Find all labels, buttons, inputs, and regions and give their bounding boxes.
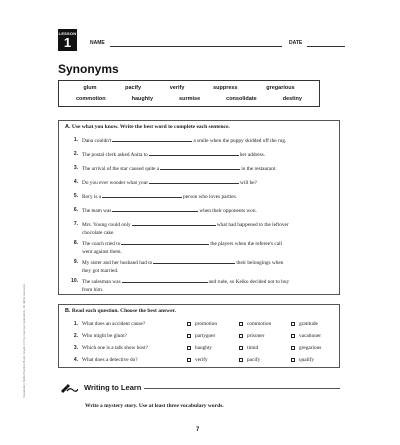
answer-blank[interactable]: [153, 259, 235, 264]
word-bank-word: verify: [169, 85, 185, 91]
word-bank-row-1: [59, 85, 319, 91]
answer-option[interactable]: gratitude: [291, 321, 318, 327]
question-row: 4. What does a detective do? verify pacify qualify: [73, 357, 315, 363]
answer-blank[interactable]: [102, 193, 182, 198]
writing-prompt: Write a mystery story. Use at least three vocabulary words.: [85, 403, 224, 409]
checkbox-icon[interactable]: [291, 322, 295, 326]
section-b-instruction-text: Read each question. Choose the best answer.: [71, 308, 176, 314]
question-row: 3. Which one is a talk show host? haughty timid gregarious: [73, 345, 322, 351]
question-text: What does a detective do?: [82, 357, 138, 363]
question-text: Who might be glum?: [82, 333, 127, 339]
answer-option[interactable]: prisoner: [239, 333, 264, 339]
question-row: 1. What does an accident cause? promotion commotion gratitude: [73, 321, 318, 327]
section-a: [58, 120, 340, 295]
checkbox-icon[interactable]: [291, 334, 295, 338]
date-label: DATE: [289, 40, 303, 46]
name-label: NAME: [90, 40, 105, 46]
answer-option[interactable]: qualify: [291, 357, 314, 363]
answer-blank[interactable]: [122, 278, 208, 283]
answer-blank[interactable]: [121, 240, 209, 245]
checkbox-icon[interactable]: [291, 358, 295, 362]
name-field[interactable]: [110, 46, 282, 47]
checkbox-icon[interactable]: [187, 322, 191, 326]
question-text: What does an accident cause?: [82, 321, 146, 327]
word-bank-row-2: [59, 96, 319, 102]
sentence-item: 10. The salesman was and rude, so Keiko decided not to buy from him.: [71, 278, 290, 293]
checkbox-icon[interactable]: [239, 358, 243, 362]
word-bank-word: haughty: [131, 96, 154, 102]
answer-option[interactable]: partygoer: [187, 333, 215, 339]
date-field[interactable]: [307, 46, 345, 47]
sentence-item: 6. The team was when their opponents won.: [73, 207, 257, 214]
word-bank-word: consolidate: [226, 96, 257, 102]
pencil-writing-icon: [60, 383, 78, 393]
section-b-instruction: [65, 308, 176, 314]
checkbox-icon[interactable]: [187, 358, 191, 362]
sentence-item: 8. The coach tried to the players when the referee's call went against them.: [73, 240, 283, 255]
answer-option[interactable]: promotion: [187, 321, 217, 327]
word-bank: [58, 80, 320, 107]
word-bank-word: pacify: [125, 85, 142, 91]
question-text: Which one is a talk show host?: [82, 345, 148, 351]
checkbox-icon[interactable]: [291, 346, 295, 350]
answer-option[interactable]: pacify: [239, 357, 260, 363]
lesson-label: LESSON: [58, 31, 77, 36]
sentence-item: 9. My sister and her husband had to their belongings when they got married.: [73, 259, 284, 274]
sentence-item: 1. Dana couldn't a smile when the puppy skidded off the rug.: [73, 137, 287, 144]
answer-blank[interactable]: [132, 221, 216, 226]
copyright-note: Vocabulary Skills Practice Book, Grade 3 © by Harcourt Education, All rights reserved.: [22, 283, 26, 398]
word-bank-word: destiny: [282, 96, 302, 102]
section-a-letter: A.: [65, 124, 71, 130]
page-title: Synonyms: [58, 62, 119, 76]
page-number: 7: [196, 427, 200, 433]
section-divider: [144, 388, 340, 389]
checkbox-icon[interactable]: [239, 334, 243, 338]
question-row: 2. Who might be glum? partygoer prisoner vacationer: [73, 333, 322, 339]
answer-blank[interactable]: [149, 179, 239, 184]
section-a-instruction-text: Use what you know. Write the best word to complete each sentence.: [71, 124, 230, 130]
answer-option[interactable]: gregarious: [291, 345, 321, 351]
answer-blank[interactable]: [112, 137, 192, 142]
section-b-letter: B.: [65, 308, 71, 314]
answer-option[interactable]: timid: [239, 345, 258, 351]
word-bank-word: gregarious: [266, 85, 295, 91]
sentence-item: 2. The postal clerk asked Anita to her address.: [73, 151, 266, 158]
lesson-badge: [58, 29, 77, 51]
sentence-item: 4. Do you ever wonder what your will be?: [73, 179, 257, 186]
name-date-row: [90, 40, 360, 50]
answer-option[interactable]: vacationer: [291, 333, 321, 339]
checkbox-icon[interactable]: [239, 346, 243, 350]
sentence-item: 7. Mrs. Young could only what had happened to the leftover chocolate cake.: [73, 221, 289, 236]
section-b: [58, 304, 340, 368]
lesson-number: 1: [63, 35, 72, 50]
answer-blank[interactable]: [160, 165, 240, 170]
sentence-item: 3. The arrival of the star caused quite a in the restaurant.: [73, 165, 277, 172]
sentence-item: 5. Rory is a person who loves parties.: [73, 193, 237, 200]
answer-option[interactable]: verify: [187, 357, 208, 363]
word-bank-word: commotion: [76, 96, 106, 102]
answer-blank[interactable]: [149, 151, 239, 156]
section-a-instruction: [65, 124, 230, 130]
checkbox-icon[interactable]: [187, 346, 191, 350]
answer-blank[interactable]: [112, 207, 198, 212]
answer-option[interactable]: haughty: [187, 345, 212, 351]
answer-option[interactable]: commotion: [239, 321, 271, 327]
writing-heading: Writing to Learn: [84, 383, 142, 392]
word-bank-word: suppress: [213, 85, 238, 91]
word-bank-word: glum: [83, 85, 97, 91]
checkbox-icon[interactable]: [187, 334, 191, 338]
word-bank-word: surmise: [179, 96, 201, 102]
checkbox-icon[interactable]: [239, 322, 243, 326]
